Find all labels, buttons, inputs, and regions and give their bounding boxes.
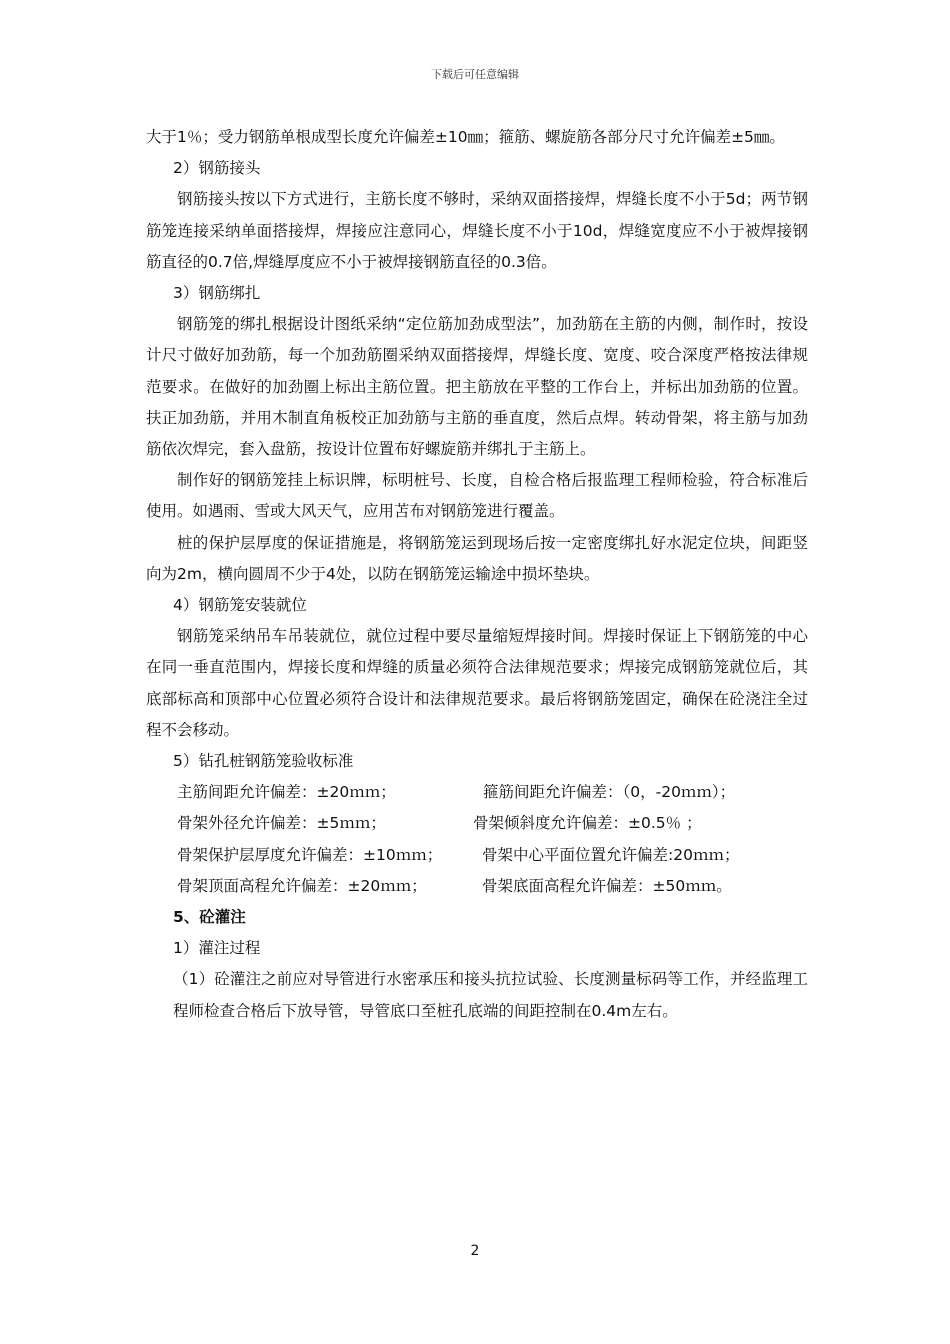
page-number: 2 bbox=[470, 1243, 480, 1259]
subheading-rebar-binding: 3）钢筋绑扎 bbox=[173, 284, 261, 303]
standard-left: 主筋间距允许偏差：±20ｍｍ； bbox=[177, 783, 396, 802]
paragraph-rebar-joint: 钢筋接头按以下方式进行，主筋长度不够时，采纳双面搭接焊，焊缝长度不小于5d；两节钢筋笼连接采纳单面搭接焊，焊接应注意同心，焊缝长度不小于10d，焊缝宽度应不小于被焊接钢筋直径的0.7倍,焊缝厚度应不小于被焊接钢筋直径的0.3倍。 bbox=[146, 190, 808, 271]
paragraph-cage-label: 制作好的钢筋笼挂上标识牌，标明桩号、长度，自检合格后报监理工程师检验，符合标准后使用。如遇雨、雪或大风天气，应用苫布对钢筋笼进行覆盖。 bbox=[146, 471, 808, 521]
standard-row bbox=[146, 808, 808, 839]
paragraph-continuation: 大于1％；受力钢筋单根成型长度允许偏差±10㎜；箍筋、螺旋筋各部分尺寸允许偏差±5㎜。 bbox=[146, 128, 785, 146]
paragraph-cover-thickness: 桩的保护层厚度的保证措施是，将钢筋笼运到现场后按一定密度绑扎好水泥定位块，间距竖向为2m，横向圆周不少于4处，以防在钢筋笼运输途中损坏垫块。 bbox=[146, 533, 808, 583]
standard-right: 骨架倾斜度允许偏差：±0.5％ ； bbox=[473, 814, 702, 833]
standard-row bbox=[146, 840, 808, 871]
paragraph-rebar-binding: 钢筋笼的绑扎根据设计图纸采纳“定位筋加劲成型法”，加劲筋在主筋的内侧，制作时，按设计尺寸做好加劲筋，每一个加劲筋圈采纳双面搭接焊，焊缝长度、宽度、咬合深度严格按法律规范要求。在做好的加劲圈上标出主筋位置。把主筋放在平整的工作台上，并标出加劲筋的位置。扶正加劲筋，并用木制直角板校正加劲筋与主筋的垂直度，然后点焊。转动骨架，将主筋与加劲筋依次焊完，套入盘筋，按设计位置布好螺旋筋并绑扎于主筋上。 bbox=[146, 315, 808, 459]
document-body bbox=[146, 122, 808, 1027]
standard-row bbox=[146, 871, 808, 902]
subheading-pouring-process: 1）灌注过程 bbox=[173, 939, 261, 958]
standard-right: 箍筋间距允许偏差：（0，-20ｍｍ）； bbox=[483, 783, 736, 802]
section-heading-concrete-pouring: 5、砼灌注 bbox=[173, 908, 246, 927]
subheading-acceptance-standard: 5）钻孔桩钢筋笼验收标准 bbox=[173, 752, 354, 771]
subheading-rebar-joint: 2）钢筋接头 bbox=[173, 159, 261, 178]
paragraph-pouring-step-1: （1）砼灌注之前应对导管进行水密承压和接头抗拉试验、长度测量标码等工作，并经监理工程师检查合格后下放导管，导管底口至桩孔底端的间距控制在0.4m左右。 bbox=[173, 970, 808, 1020]
standard-right: 骨架中心平面位置允许偏差:20ｍｍ； bbox=[482, 845, 740, 864]
subheading-cage-installation: 4）钢筋笼安装就位 bbox=[173, 596, 307, 615]
standard-left: 骨架保护层厚度允许偏差：±10ｍｍ； bbox=[177, 845, 443, 864]
standard-right: 骨架底面高程允许偏差：±50ｍｍ。 bbox=[482, 876, 732, 895]
paragraph-cage-installation: 钢筋笼采纳吊车吊装就位，就位过程中要尽量缩短焊接时间。焊接时保证上下钢筋笼的中心在同一垂直范围内，焊接长度和焊缝的质量必须符合法律规范要求；焊接完成钢筋笼就位后，其底部标高和顶部中心位置必须符合设计和法律规范要求。最后将钢筋笼固定，确保在砼浇注全过程不会移动。 bbox=[146, 627, 808, 739]
standard-left: 骨架顶面高程允许偏差：±20ｍｍ； bbox=[177, 876, 427, 895]
page-header: 下载后可任意编辑 bbox=[431, 68, 519, 81]
standard-left: 骨架外径允许偏差：±5ｍｍ； bbox=[177, 814, 386, 833]
standard-row bbox=[146, 777, 808, 808]
